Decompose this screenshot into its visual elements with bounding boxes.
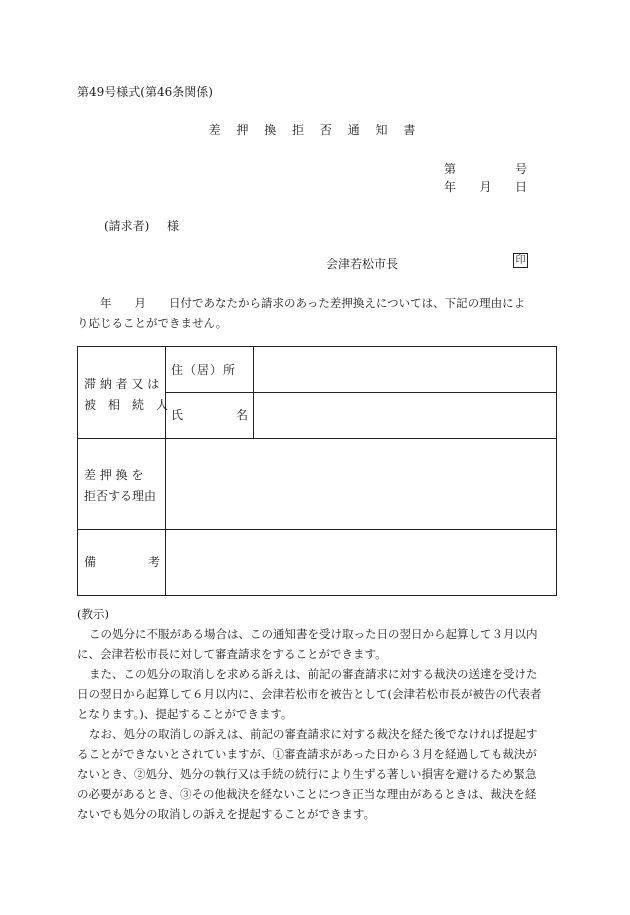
instructions-line: なお、処分の取消しの訴えは、前記の審査請求に対する裁決を経た後でなければ提起す <box>89 727 538 741</box>
instructions-line: 日の翌日から起算して６月以内に、会津若松市を被告として(会津若松市長が被告の代表者 <box>77 687 542 701</box>
name-label-a: 氏 <box>171 408 184 422</box>
instructions-line: となります。)、提起することができます。 <box>77 707 293 721</box>
date-year: 年 <box>444 180 457 194</box>
intro-line-1: 年 月 日付であなたから請求のあった差押換えについては、下記の理由によ <box>77 296 526 310</box>
form-number: 第49号様式(第46条関係) <box>77 85 213 99</box>
seal-mark: 印 <box>513 253 528 268</box>
intro-text <box>77 293 557 333</box>
remarks-value-field <box>170 533 552 591</box>
number-suffix: 号 <box>514 162 527 176</box>
intro-line-2: り応じることができません。 <box>77 316 228 330</box>
instructions-line: ることができないとされていますが、①審査請求があった日から３月を経過しても裁決が <box>77 747 537 761</box>
address-label: 住（居）所 <box>171 363 237 377</box>
reason-label-line1: 差 押 換 を <box>84 468 144 482</box>
instructions-line: に、会津若松市長に対して審査請求をすることができます。 <box>77 647 387 661</box>
document-title: 差 押 換 拒 否 通 知 書 <box>208 123 422 137</box>
name-value-field <box>256 395 552 435</box>
instructions-line: の必要があるとき、③その他裁決を経ないことにつき正当な理由があるときは、裁決を経 <box>77 787 537 801</box>
delinquent-label-line1: 滞 納 者 又 は <box>84 377 160 391</box>
addressee-honorific: 様 <box>167 219 180 233</box>
name-label-b: 名 <box>236 408 249 422</box>
date-day: 日 <box>514 180 527 194</box>
date-line <box>444 179 527 195</box>
table-rule <box>165 347 166 595</box>
instructions-line: この処分に不服がある場合は、この通知書を受け取った日の翌日から起算して３月以内 <box>89 627 538 641</box>
info-table <box>77 346 557 596</box>
issuer-name: 会津若松市長 <box>326 257 399 271</box>
addressee-label: (請求者) <box>104 219 150 233</box>
table-rule <box>165 392 556 393</box>
delinquent-label-line2: 被 相 続 人 <box>84 398 169 412</box>
table-rule <box>78 529 556 530</box>
remarks-label-b: 考 <box>148 555 161 569</box>
instructions-line: ないでも処分の取消しの訴えを提起することができます。 <box>77 807 376 821</box>
table-rule <box>78 438 556 439</box>
date-month: 月 <box>479 180 492 194</box>
instructions-line: また、この処分の取消しを求める訴えは、前記の審査請求に対する裁決の送達を受けた <box>89 667 538 681</box>
address-value-field <box>256 349 552 389</box>
reason-value-field <box>170 442 552 526</box>
instructions-line: ないとき、②処分、処分の執行又は手続の続行により生ずる著しい損害を避けるため緊急 <box>77 767 537 781</box>
table-rule <box>253 347 254 438</box>
reason-label-line2: 拒否する理由 <box>84 489 157 503</box>
addressee <box>104 218 179 234</box>
instructions-heading: (教示) <box>77 607 109 621</box>
instructions-section <box>77 604 557 824</box>
document-number-line <box>444 161 527 177</box>
number-prefix: 第 <box>444 162 457 176</box>
remarks-label-a: 備 <box>84 555 97 569</box>
